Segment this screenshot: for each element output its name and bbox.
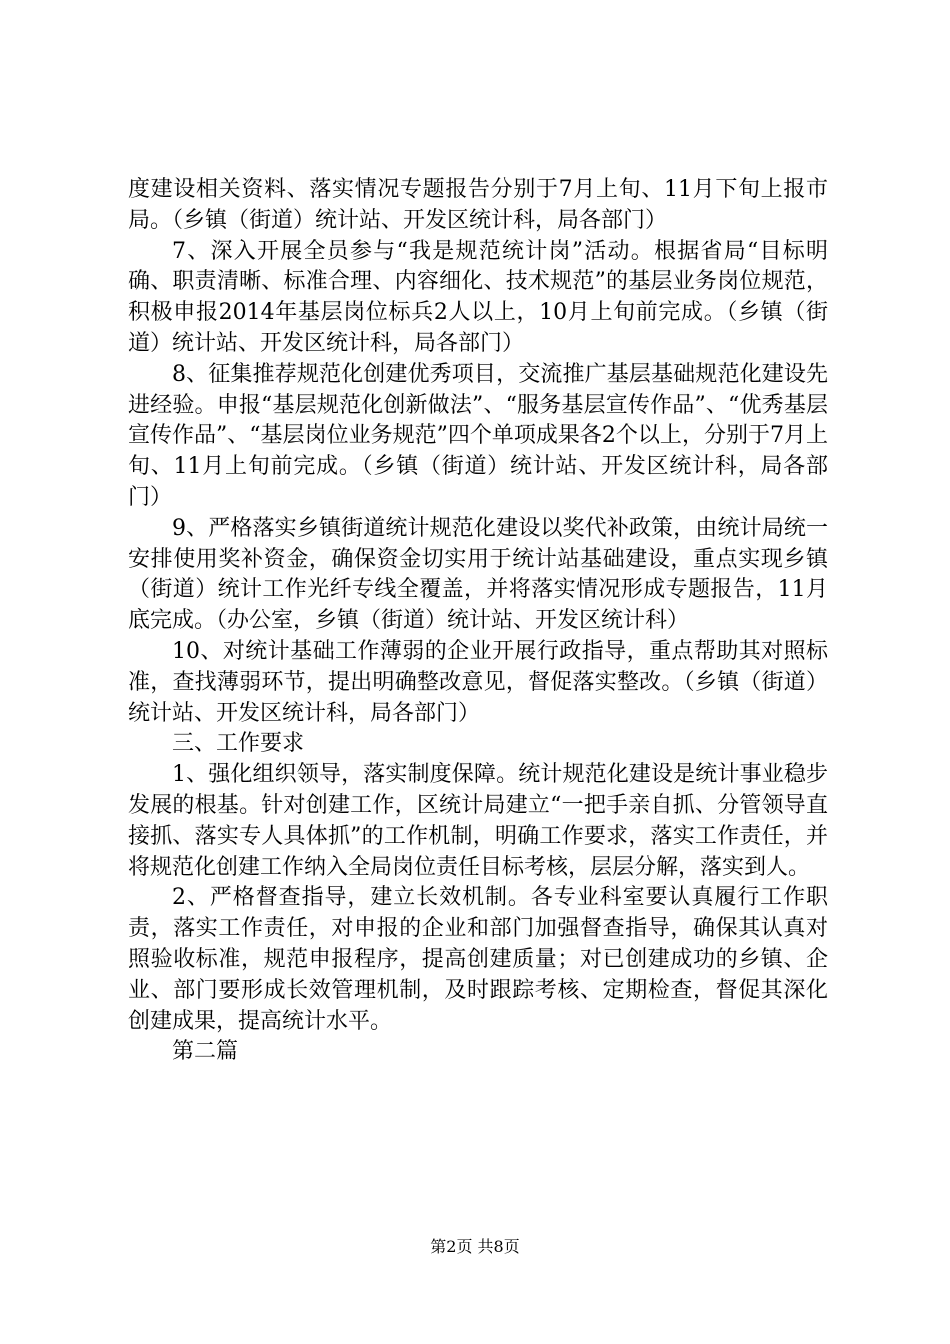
paragraph-requirement-2: 2、严格督查指导，建立长效机制。各专业科室要认真履行工作职责，落实工作责任，对申报的企业和部门加强督查指导，确保其认真对照验收标准，规范申报程序，提高创建质量；对已创建成功的乡镇、企业、部门要形成长效管理机制，及时跟踪考核、定期检查，督促其深化创建成果，提高统计水平。 <box>128 885 828 1034</box>
document-body <box>128 175 828 1068</box>
paragraph-item-7: 7、深入开展全员参与“我是规范统计岗”活动。根据省局“目标明确、职责清晰、标准合理、内容细化、技术规范”的基层业务岗位规范，积极申报2014年基层岗位标兵2人以上，10月上旬前完成。（乡镇（街道）统计站、开发区统计科，局各部门） <box>128 238 828 356</box>
page-number-footer: 第2页 共8页 <box>430 1237 520 1256</box>
section-heading-work-requirements: 三、工作要求 <box>172 731 305 757</box>
paragraph-item-10: 10、对统计基础工作薄弱的企业开展行政指导，重点帮助其对照标准，查找薄弱环节，提出明确整改意见，督促落实整改。（乡镇（街道）统计站、开发区统计科，局各部门） <box>128 638 828 726</box>
paragraph-item-9: 9、严格落实乡镇街道统计规范化建设以奖代补政策，由统计局统一安排使用奖补资金，确保资金切实用于统计站基础建设，重点实现乡镇（街道）统计工作光纤专线全覆盖，并将落实情况形成专题报告，11月底完成。（办公室，乡镇（街道）统计站、开发区统计科） <box>128 515 828 634</box>
paragraph-requirement-1: 1、强化组织领导，落实制度保障。统计规范化建设是统计事业稳步发展的根基。针对创建工作，区统计局建立“一把手亲自抓、分管领导直接抓、落实专人具体抓”的工作机制，明确工作要求，落实工作责任，并将规范化创建工作纳入全局岗位责任目标考核，层层分解，落实到人。 <box>128 762 828 880</box>
paragraph-continuation: 度建设相关资料、落实情况专题报告分别于7月上旬、11月下旬上报市局。（乡镇（街道）统计站、开发区统计科，局各部门） <box>128 177 828 233</box>
section-heading-part-two: 第二篇 <box>172 1039 239 1065</box>
paragraph-item-8: 8、征集推荐规范化创建优秀项目，交流推广基层基础规范化建设先进经验。申报“基层规范化创新做法”、“服务基层宣传作品”、“优秀基层宣传作品”、“基层岗位业务规范”四个单项成果各2个以上，分别于7月上旬、11月上旬前完成。（乡镇（街道）统计站、开发区统计科，局各部门） <box>128 361 828 510</box>
